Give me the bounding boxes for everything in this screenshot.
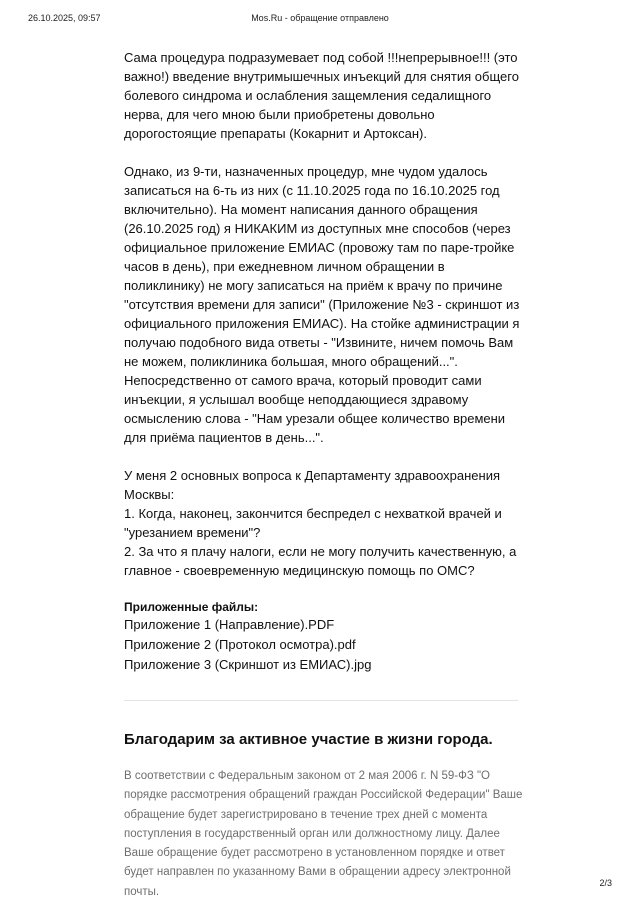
appeal-content	[124, 48, 524, 902]
print-datetime: 26.10.2025, 09:57	[28, 13, 101, 23]
thanks-heading: Благодарим за активное участие в жизни города.	[124, 731, 493, 748]
text-line: официальное приложение ЕМИАС (провожу там по паре-тройке	[124, 240, 515, 255]
print-page-title: Mos.Ru - обращение отправлено	[251, 13, 389, 23]
text-line: болевого синдрома и ослабления защемления седалищного	[124, 88, 492, 103]
print-header	[0, 13, 640, 27]
text-line: важно!) введение внутримышечных инъекций для снятия общего	[124, 69, 519, 84]
text-line: осмыслению слова - "Нам урезали общее количество времени	[124, 411, 506, 426]
attachment-link[interactable]: Приложение 1 (Направление).PDF	[124, 617, 335, 632]
text-line: 1. Когда, наконец, закончится беспредел с нехваткой врачей и	[124, 506, 502, 521]
text-line: Непосредственно от самого врача, который проводит сами	[124, 373, 482, 388]
section-divider	[124, 700, 518, 701]
attachment-link[interactable]: Приложение 2 (Протокол осмотра).pdf	[124, 637, 356, 652]
text-line: (26.10.2025 год) я НИКАКИМ из доступных мне способов (через	[124, 221, 511, 236]
text-line: не можем, поликлиника большая, много обращений...".	[124, 354, 458, 369]
text-line: официального приложения ЕМИАС). На стойке администрации я	[124, 316, 520, 331]
notice-line: поступления в государственный орган или должностному лицу. Далее	[124, 827, 500, 840]
text-line: нерва, для чего мною были приобретены довольно	[124, 107, 435, 122]
notice-line: В соответствии с Федеральным законом от 2 мая 2006 г. N 59-ФЗ "О	[124, 770, 490, 782]
text-line: У меня 2 основных вопроса к Департаменту здравоохранения	[124, 468, 501, 483]
text-line: инъекции, я услышал вообще неподдающиеся здравому	[124, 392, 469, 407]
attachments-title: Приложенные файлы:	[124, 600, 259, 614]
notice-line: будет направлен по указанному Вами в обращении адресу электронной	[124, 866, 511, 879]
attachment-link[interactable]: Приложение 3 (Скриншот из ЕМИАС).jpg	[124, 657, 372, 672]
appeal-paragraph	[124, 162, 524, 447]
notice-line: почты.	[124, 885, 160, 898]
text-line: записаться на 6-ть из них (с 11.10.2025 года по 16.10.2025 год	[124, 183, 500, 198]
attachments-section	[124, 599, 524, 675]
text-line: Сама процедура подразумевает под собой !!!непрерывное!!! (это	[124, 50, 518, 65]
text-line: получаю подобного вида ответы - "Извините, ничем помочь Вам	[124, 335, 514, 350]
text-line: включительно). На момент написания данного обращения	[124, 202, 478, 217]
appeal-paragraph	[124, 48, 524, 143]
text-line: дорогостоящие препараты (Кокарнит и Артоксан).	[124, 126, 427, 141]
text-line: для приёма пациентов в день...".	[124, 430, 324, 445]
appeal-paragraph	[124, 466, 524, 580]
text-line: главное - своевременную медицинскую помощь по ОМС?	[124, 563, 475, 578]
appeal-body	[124, 48, 524, 580]
text-line: 2. За что я плачу налоги, если не могу получить качественную, а	[124, 544, 517, 559]
text-line: "отсутствия времени для записи" (Приложение №3 - скриншот из	[124, 297, 520, 312]
text-line: часов в день), при ежедневном личном обращении в	[124, 259, 445, 274]
registration-notice	[124, 767, 524, 902]
page-number: 2/3	[599, 878, 612, 888]
text-line: Москвы:	[124, 487, 175, 502]
text-line: Однако, из 9-ти, назначенных процедур, мне чудом удалось	[124, 164, 488, 179]
notice-line: Ваше обращение будет рассмотрено в установленном порядке и ответ	[124, 847, 505, 860]
text-line: "урезанием времени"?	[124, 525, 261, 540]
text-line: поликлинику) не могу записаться на приём к врачу по причине	[124, 278, 503, 293]
notice-line: обращение будет зарегистрировано в течение трех дней с момента	[124, 808, 488, 821]
notice-line: порядке рассмотрения обращений граждан Российской Федерации" Ваше	[124, 789, 523, 802]
